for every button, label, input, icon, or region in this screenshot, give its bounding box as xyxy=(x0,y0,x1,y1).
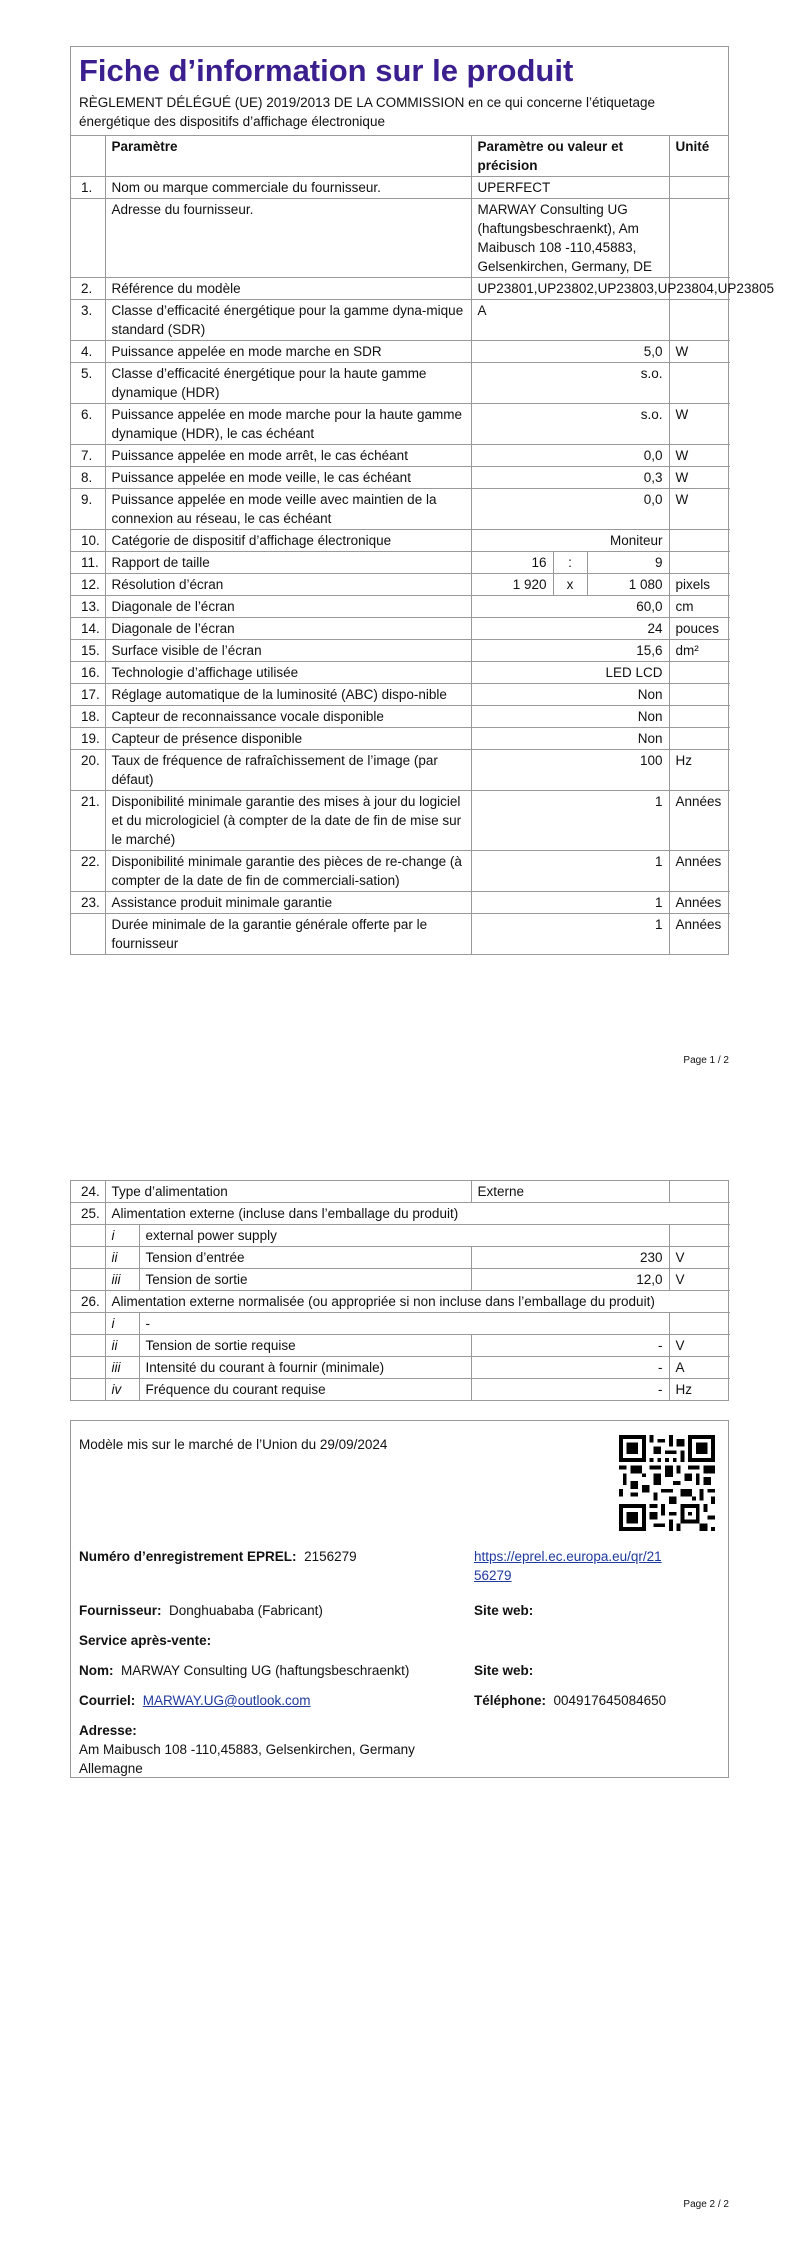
email: Courriel: MARWAY.UG@outlook.com xyxy=(79,1693,311,1708)
parameter-cell: Rapport de taille xyxy=(105,552,471,574)
eprel-number: Numéro d’enregistrement EPREL: 2156279 xyxy=(79,1549,357,1564)
value-cell: 16 xyxy=(471,552,553,574)
value-cell: MARWAY Consulting UG (haftungsbeschraenkt), Am Maibusch 108 -110,45883, Gelsenkirchen, Germany, DE xyxy=(471,199,669,278)
table-row xyxy=(71,618,730,640)
parameter-cell: Taux de fréquence de rafraîchissement de l’image (par défaut) xyxy=(105,750,471,791)
table-row xyxy=(71,706,730,728)
header-value: Paramètre ou valeur et précision xyxy=(471,136,669,177)
parameter-cell: Capteur de reconnaissance vocale disponible xyxy=(105,706,471,728)
table-row xyxy=(71,914,730,955)
value-cell: 100 xyxy=(471,750,669,791)
parameter-cell: Capteur de présence disponible xyxy=(105,728,471,750)
parameter-table xyxy=(71,136,774,954)
row-number: 7. xyxy=(71,445,105,467)
row-number: 9. xyxy=(71,489,105,530)
unit-cell xyxy=(669,706,730,728)
value-cell: UP23801,UP23802,UP23803,UP23804,UP23805 xyxy=(471,278,669,300)
value-cell: 1 xyxy=(471,791,669,851)
row-number: 23. xyxy=(71,892,105,914)
value-separator: : xyxy=(553,552,587,574)
row-number: 8. xyxy=(71,467,105,489)
unit-cell: dm² xyxy=(669,640,730,662)
value-cell: s.o. xyxy=(471,404,669,445)
parameter-cell: Nom ou marque commerciale du fournisseur. xyxy=(105,177,471,199)
parameter-cell: Diagonale de l’écran xyxy=(105,618,471,640)
product-information-sheet xyxy=(70,46,774,955)
value-cell: 60,0 xyxy=(471,596,669,618)
service-name: Nom: MARWAY Consulting UG (haftungsbeschraenkt) xyxy=(79,1663,410,1678)
website-label-1: Site web: xyxy=(474,1603,534,1618)
address: Adresse: Am Maibusch 108 -110,45883, Gelsenkirchen, Germany Allemagne xyxy=(79,1723,415,1776)
row-number: 20. xyxy=(71,750,105,791)
table-row xyxy=(71,552,730,574)
page-number-2: Page 2 / 2 xyxy=(683,2199,729,2210)
table-row xyxy=(71,363,730,404)
table-row xyxy=(71,278,730,300)
unit-cell: Années xyxy=(669,851,730,892)
table-row xyxy=(71,341,730,363)
after-sales-label: Service après-vente: xyxy=(79,1633,212,1648)
parameter-cell: Classe d’efficacité énergétique pour la gamme dyna-mique standard (SDR) xyxy=(105,300,471,341)
row-number: 5. xyxy=(71,363,105,404)
value-cell: 1 xyxy=(471,892,669,914)
parameter-cell: Référence du modèle xyxy=(105,278,471,300)
parameter-cell: Puissance appelée en mode veille, le cas échéant xyxy=(105,467,471,489)
parameter-cell: Puissance appelée en mode marche pour la haute gamme dynamique (HDR), le cas échéant xyxy=(105,404,471,445)
table-row xyxy=(71,199,730,278)
value-cell: A xyxy=(471,300,669,341)
unit-cell: W xyxy=(669,341,730,363)
unit-cell: W xyxy=(669,404,730,445)
table-row xyxy=(71,596,730,618)
table-row xyxy=(71,851,730,892)
phone: Téléphone: 004917645084650 xyxy=(474,1693,667,1708)
unit-cell: cm xyxy=(669,596,730,618)
row-number: 1. xyxy=(71,177,105,199)
value-cell: 0,3 xyxy=(471,467,669,489)
table-row xyxy=(71,404,730,445)
value-cell: LED LCD xyxy=(471,662,669,684)
market-date: Modèle mis sur le marché de l’Union du 29/09/2024 xyxy=(79,1437,388,1452)
parameter-cell: Adresse du fournisseur. xyxy=(105,199,471,278)
row-number: 6. xyxy=(71,404,105,445)
value-cell: 1 080 xyxy=(587,574,669,596)
value-cell: 9 xyxy=(587,552,669,574)
table-row xyxy=(71,728,730,750)
unit-cell xyxy=(669,363,730,404)
table-row xyxy=(71,791,730,851)
row-number: 16. xyxy=(71,662,105,684)
value-cell: 1 920 xyxy=(471,574,553,596)
value-cell: 15,6 xyxy=(471,640,669,662)
table-row xyxy=(71,489,730,530)
table-row xyxy=(71,574,730,596)
value-cell: 1 xyxy=(471,914,669,955)
table-row xyxy=(71,177,730,199)
parameter-cell: Durée minimale de la garantie générale offerte par le fournisseur xyxy=(105,914,471,955)
row-number: 10. xyxy=(71,530,105,552)
value-cell: 0,0 xyxy=(471,489,669,530)
value-cell: 0,0 xyxy=(471,445,669,467)
row-number: 22. xyxy=(71,851,105,892)
unit-cell: pixels xyxy=(669,574,730,596)
table-row xyxy=(71,640,730,662)
row-number: 17. xyxy=(71,684,105,706)
value-cell: s.o. xyxy=(471,363,669,404)
row-number: 11. xyxy=(71,552,105,574)
row-number: 18. xyxy=(71,706,105,728)
table-subrow: ii Tension d’entrée 230 V xyxy=(71,1247,730,1269)
regulation-subtitle: RÈGLEMENT DÉLÉGUÉ (UE) 2019/2013 DE LA COMMISSION en ce qui concerne l’étiquetage énergétique des dispositifs d’affichage électronique xyxy=(79,95,656,129)
table-row xyxy=(71,445,730,467)
value-cell: Non xyxy=(471,728,669,750)
unit-cell xyxy=(669,300,730,341)
parameter-cell: Résolution d’écran xyxy=(105,574,471,596)
parameter-cell: Technologie d’affichage utilisée xyxy=(105,662,471,684)
unit-cell: W xyxy=(669,445,730,467)
row-number xyxy=(71,199,105,278)
row-number xyxy=(71,914,105,955)
unit-cell: Années xyxy=(669,914,730,955)
unit-cell: W xyxy=(669,489,730,530)
table-row: 25. Alimentation externe (incluse dans l’emballage du produit) xyxy=(71,1203,730,1225)
table-row xyxy=(71,892,730,914)
unit-cell: Années xyxy=(669,791,730,851)
value-cell: Non xyxy=(471,684,669,706)
unit-cell: Hz xyxy=(669,750,730,791)
parameter-cell: Puissance appelée en mode veille avec maintien de la connexion au réseau, le cas échéant xyxy=(105,489,471,530)
table-row: 24. Type d’alimentation Externe xyxy=(71,1181,730,1203)
unit-cell xyxy=(669,199,730,278)
unit-cell xyxy=(669,530,730,552)
unit-cell: W xyxy=(669,467,730,489)
unit-cell: pouces xyxy=(669,618,730,640)
supplier: Fournisseur: Donghuababa (Fabricant) xyxy=(79,1603,323,1618)
row-number: 14. xyxy=(71,618,105,640)
parameter-cell: Diagonale de l’écran xyxy=(105,596,471,618)
value-cell: Non xyxy=(471,706,669,728)
unit-cell xyxy=(669,728,730,750)
value-cell: Moniteur xyxy=(471,530,669,552)
unit-cell: Années xyxy=(669,892,730,914)
header-parameter: Paramètre xyxy=(105,136,471,177)
row-number: 2. xyxy=(71,278,105,300)
value-cell: 5,0 xyxy=(471,341,669,363)
table-subrow: iii Tension de sortie 12,0 V xyxy=(71,1269,730,1291)
parameter-cell: Surface visible de l’écran xyxy=(105,640,471,662)
page-number-1: Page 1 / 2 xyxy=(683,1055,729,1066)
table-row: 26. Alimentation externe normalisée (ou appropriée si non incluse dans l’emballage du produit) xyxy=(71,1291,730,1313)
parameter-cell: Réglage automatique de la luminosité (ABC) dispo-nible xyxy=(105,684,471,706)
table-row xyxy=(71,530,730,552)
header-unit: Unité xyxy=(669,136,730,177)
table-subrow: ii Tension de sortie requise - V xyxy=(71,1335,730,1357)
parameter-cell: Disponibilité minimale garantie des mises à jour du logiciel et du micrologiciel (à compter de la date de fin de mise sur le marché) xyxy=(105,791,471,851)
unit-cell xyxy=(669,177,730,199)
table-subrow: iv Fréquence du courant requise - Hz xyxy=(71,1379,730,1401)
website-label-2: Site web: xyxy=(474,1663,534,1678)
parameter-cell: Disponibilité minimale garantie des pièces de re-change (à compter de la date de fin de commerciali-sation) xyxy=(105,851,471,892)
parameter-cell: Puissance appelée en mode arrêt, le cas échéant xyxy=(105,445,471,467)
table-row xyxy=(71,662,730,684)
row-number: 19. xyxy=(71,728,105,750)
table-subrow: iii Intensité du courant à fournir (minimale) - A xyxy=(71,1357,730,1379)
supplier-info-box xyxy=(70,1420,729,1778)
row-number: 3. xyxy=(71,300,105,341)
parameter-cell: Catégorie de dispositif d’affichage électronique xyxy=(105,530,471,552)
table-subrow: i external power supply xyxy=(71,1225,730,1247)
parameter-cell: Classe d’efficacité énergétique pour la haute gamme dynamique (HDR) xyxy=(105,363,471,404)
page-title: Fiche d’information sur le produit xyxy=(79,53,574,88)
value-cell: 24 xyxy=(471,618,669,640)
title-block xyxy=(71,47,728,136)
qr-code-icon[interactable] xyxy=(619,1435,715,1531)
unit-cell xyxy=(669,662,730,684)
row-number: 12. xyxy=(71,574,105,596)
parameter-cell: Puissance appelée en mode marche en SDR xyxy=(105,341,471,363)
table-row xyxy=(71,467,730,489)
table-row xyxy=(71,750,730,791)
email-link[interactable]: MARWAY.UG@outlook.com xyxy=(142,1693,311,1708)
parameter-cell: Assistance produit minimale garantie xyxy=(105,892,471,914)
value-separator: x xyxy=(553,574,587,596)
row-number: 21. xyxy=(71,791,105,851)
table-subrow: i - xyxy=(71,1313,730,1335)
value-cell: UPERFECT xyxy=(471,177,669,199)
table-row xyxy=(71,684,730,706)
unit-cell xyxy=(669,552,730,574)
power-supply-table xyxy=(70,1180,729,1401)
eprel-link[interactable]: https://eprel.ec.europa.eu/qr/21 56279 xyxy=(474,1549,662,1583)
table-row xyxy=(71,300,730,341)
value-cell: 1 xyxy=(471,851,669,892)
table-header-row xyxy=(71,136,730,177)
row-number: 4. xyxy=(71,341,105,363)
unit-cell xyxy=(669,684,730,706)
row-number: 13. xyxy=(71,596,105,618)
row-number: 15. xyxy=(71,640,105,662)
